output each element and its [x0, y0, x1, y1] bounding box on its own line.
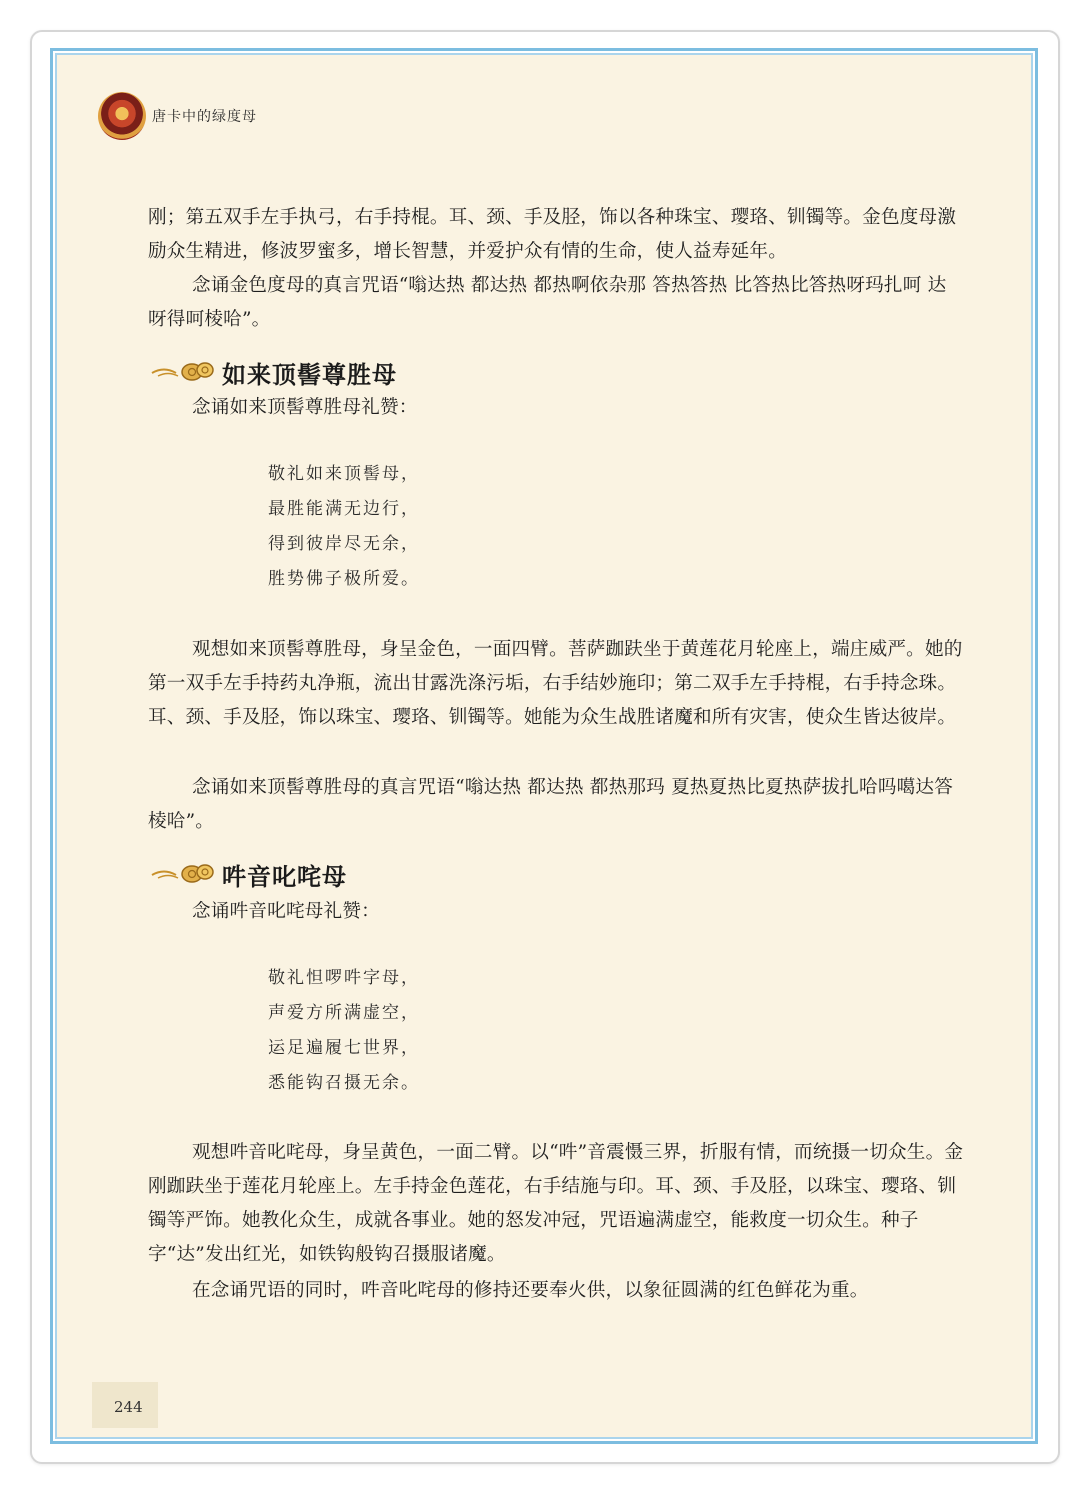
verse-line: 敬礼如来顶髻母， — [268, 464, 420, 484]
section-title-2: 吽音叱咤母 — [222, 861, 347, 891]
intro-paragraph-2: 念诵金色度母的真言咒语“嗡达热 都达热 都热啊依杂那 答热答热 比答热比答热呀玛扎呵 达呀得呵棱哈”。 — [148, 275, 947, 330]
section-2-paragraph-2: 在念诵咒语的同时，吽音叱咤母的修持还要奉火供，以象征圆满的红色鲜花为重。 — [192, 1280, 869, 1301]
running-header — [98, 92, 257, 140]
verse-line: 最胜能满无边行， — [268, 499, 420, 519]
verse-line: 敬礼怛啰吽字母， — [268, 968, 420, 988]
section-2-verse — [268, 961, 568, 1101]
auspicious-cloud-icon — [150, 360, 218, 384]
section-1-intro: 念诵如来顶髻尊胜母礼赞： — [192, 397, 418, 418]
running-header-title: 唐卡中的绿度母 — [152, 109, 257, 125]
verse-line: 胜势佛子极所爱。 — [268, 569, 420, 589]
verse-line: 声爱方所满虚空， — [268, 1003, 420, 1023]
verse-line: 悉能钩召摄无余。 — [268, 1073, 420, 1093]
green-tara-thangka-icon — [98, 92, 146, 140]
verse-line: 得到彼岸尽无余， — [268, 534, 420, 554]
section-heading-2 — [150, 854, 347, 894]
section-2-paragraph-1: 观想吽音叱咤母，身呈黄色，一面二臂。以“吽”音震慑三界，折服有情，而统摄一切众生。金刚跏趺坐于莲花月轮座上。左手持金色莲花，右手结施与印。耳、颈、手及胫，以珠宝、璎珞、钏镯等严饰。她教化众生，成就各事业。她的怒发冲冠，咒语遍满虚空，能救度一切众生。种子字“达”发出红光，如铁钩般钩召摄服诸魔。 — [148, 1142, 964, 1265]
section-heading-1 — [150, 352, 397, 392]
auspicious-cloud-icon — [150, 862, 218, 886]
page-number: 244 — [114, 1398, 143, 1416]
section-1-paragraph-2: 念诵如来顶髻尊胜母的真言咒语“嗡达热 都达热 都热那玛 夏热夏热比夏热萨拔扎哈吗噶达答棱哈”。 — [148, 777, 953, 832]
section-2-intro: 念诵吽音叱咤母礼赞： — [192, 901, 380, 922]
section-title-1: 如来顶髻尊胜母 — [222, 359, 397, 389]
intro-paragraph-1: 刚；第五双手左手执弓，右手持棍。耳、颈、手及胫，饰以各种珠宝、璎珞、钏镯等。金色度母激励众生精进，修波罗蜜多，增长智慧，并爱护众有情的生命，使人益寿延年。 — [148, 207, 957, 262]
section-1-paragraph-1: 观想如来顶髻尊胜母，身呈金色，一面四臂。菩萨跏趺坐于黄莲花月轮座上，端庄威严。她的第一双手左手持药丸净瓶，流出甘露洗涤污垢，右手结妙施印；第二双手左手持棍，右手持念珠。耳、颈、手及胫，饰以珠宝、璎珞、钏镯等。她能为众生战胜诸魔和所有灾害，使众生皆达彼岸。 — [148, 639, 963, 728]
section-1-verse — [268, 457, 568, 597]
verse-line: 运足遍履七世界， — [268, 1038, 420, 1058]
